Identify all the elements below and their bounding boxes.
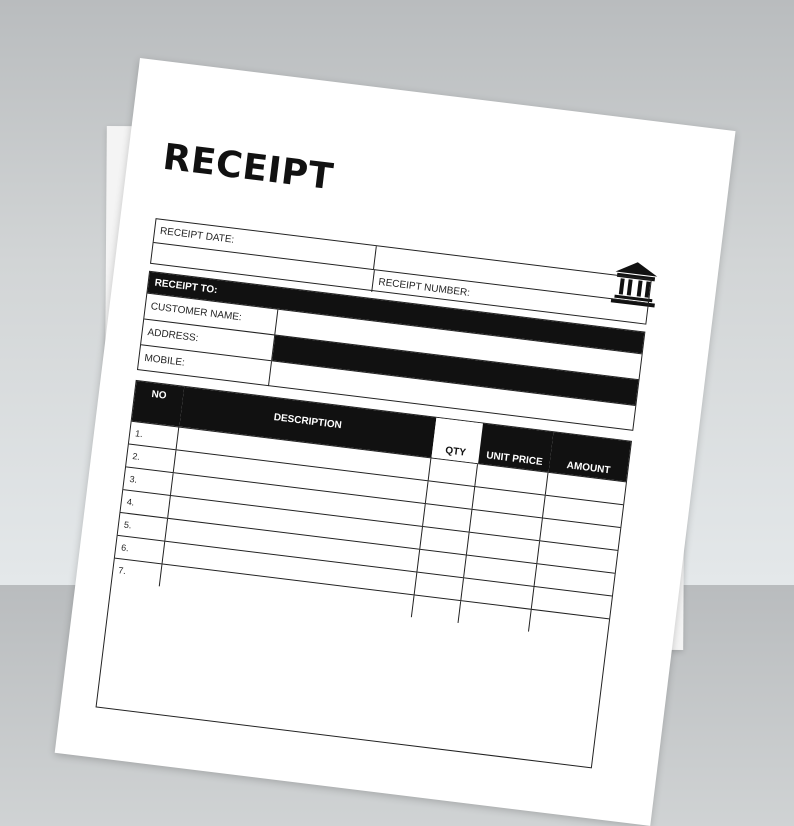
items-table <box>96 380 632 768</box>
header-description: DESCRIPTION <box>179 387 436 458</box>
address-label: ADDRESS: <box>141 319 275 360</box>
receipt-sheet <box>55 58 736 826</box>
row-number: 6. <box>115 536 165 564</box>
row-number: 3. <box>123 467 173 495</box>
receipt-to-header: RECEIPT TO: <box>147 272 644 354</box>
row-number: 1. <box>129 422 179 450</box>
receipt-title: RECEIPT <box>160 136 336 199</box>
header-amount: AMOUNT <box>549 432 631 481</box>
qty-cell[interactable] <box>412 595 461 623</box>
receipt-number-label: RECEIPT NUMBER: <box>371 270 650 326</box>
row-number: 5. <box>118 513 168 541</box>
row-number: 7. <box>112 559 162 587</box>
header-qty: QTY <box>431 418 482 463</box>
customer-name-label: CUSTOMER NAME: <box>144 294 278 335</box>
mobile-label: MOBILE: <box>138 345 272 386</box>
header-unit-price: UNIT PRICE <box>478 423 554 471</box>
row-number: 2. <box>126 445 176 473</box>
row-number: 4. <box>121 490 171 518</box>
receipt-date-label: RECEIPT DATE: <box>154 219 377 269</box>
header-no: NO <box>132 381 184 427</box>
